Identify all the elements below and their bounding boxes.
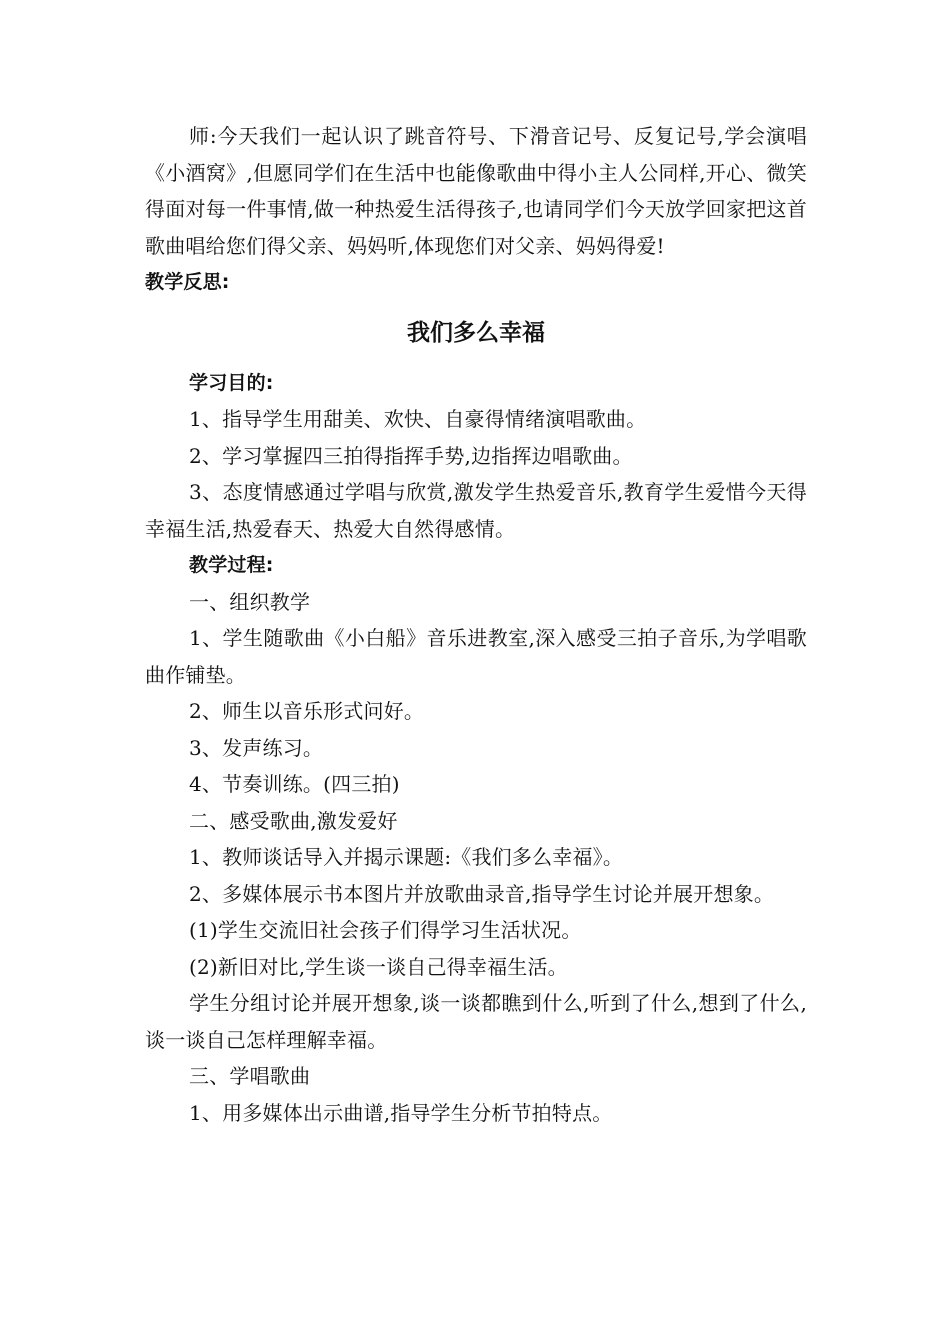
process-item: 2、多媒体展示书本图片并放歌曲录音,指导学生讨论并展开想象。 (189, 881, 775, 906)
process-item: (1)学生交流旧社会孩子们得学习生活状况。 (189, 918, 582, 942)
section-title: 一、组织教学 (189, 589, 311, 614)
lesson-title: 我们多么幸福 (407, 319, 545, 346)
process-item: 4、节奏训练。(四三拍) (189, 772, 400, 796)
process-item: 学生分组讨论并展开想象,谈一谈都瞧到什么,听到了什么,想到了什么,谈一谈自己怎样理解幸福。 (145, 991, 807, 1052)
section-title: 三、学唱歌曲 (189, 1064, 311, 1088)
intro-paragraph: 师:今天我们一起认识了跳音符号、下滑音记号、反复记号,学会演唱《小酒窝》,但愿同学们在生活中也能像歌曲中得小主人公同样,开心、微笑得面对每一件事情,做一种热爱生活得孩子,也请同学们今天放学回家把这首歌曲唱给您们得父亲、妈妈听,体现您们对父亲、妈妈得爱! (145, 124, 807, 258)
process-item: 2、师生以音乐形式问好。 (189, 699, 425, 723)
process-item: 1、用多媒体出示曲谱,指导学生分析节拍特点。 (189, 1100, 613, 1125)
reflection-heading: 教学反思: (145, 271, 230, 293)
process-item: (2)新旧对比,学生谈一谈自己得幸福生活。 (189, 954, 568, 979)
process-item: 1、教师谈话导入并揭示课题:《我们多么幸福》。 (189, 845, 624, 869)
objective-item: 2、学习掌握四三拍得指挥手势,边指挥边唱歌曲。 (189, 443, 633, 468)
process-item: 1、学生随歌曲《小白船》音乐进教室,深入感受三拍子音乐,为学唱歌曲作铺垫。 (145, 626, 807, 687)
objective-item: 1、指导学生用甜美、欢快、自豪得情绪演唱歌曲。 (189, 407, 647, 431)
objectives-heading: 学习目的: (189, 371, 274, 394)
section-title: 二、感受歌曲,激发爱好 (189, 808, 398, 833)
process-heading: 教学过程: (189, 554, 274, 576)
process-item: 3、发声练习。 (189, 735, 324, 760)
objective-item: 3、态度情感通过学唱与欣赏,激发学生热爱音乐,教育学生爱惜今天得幸福生活,热爱春天、热爱大自然得感情。 (145, 480, 807, 541)
document-page (145, 118, 807, 1131)
